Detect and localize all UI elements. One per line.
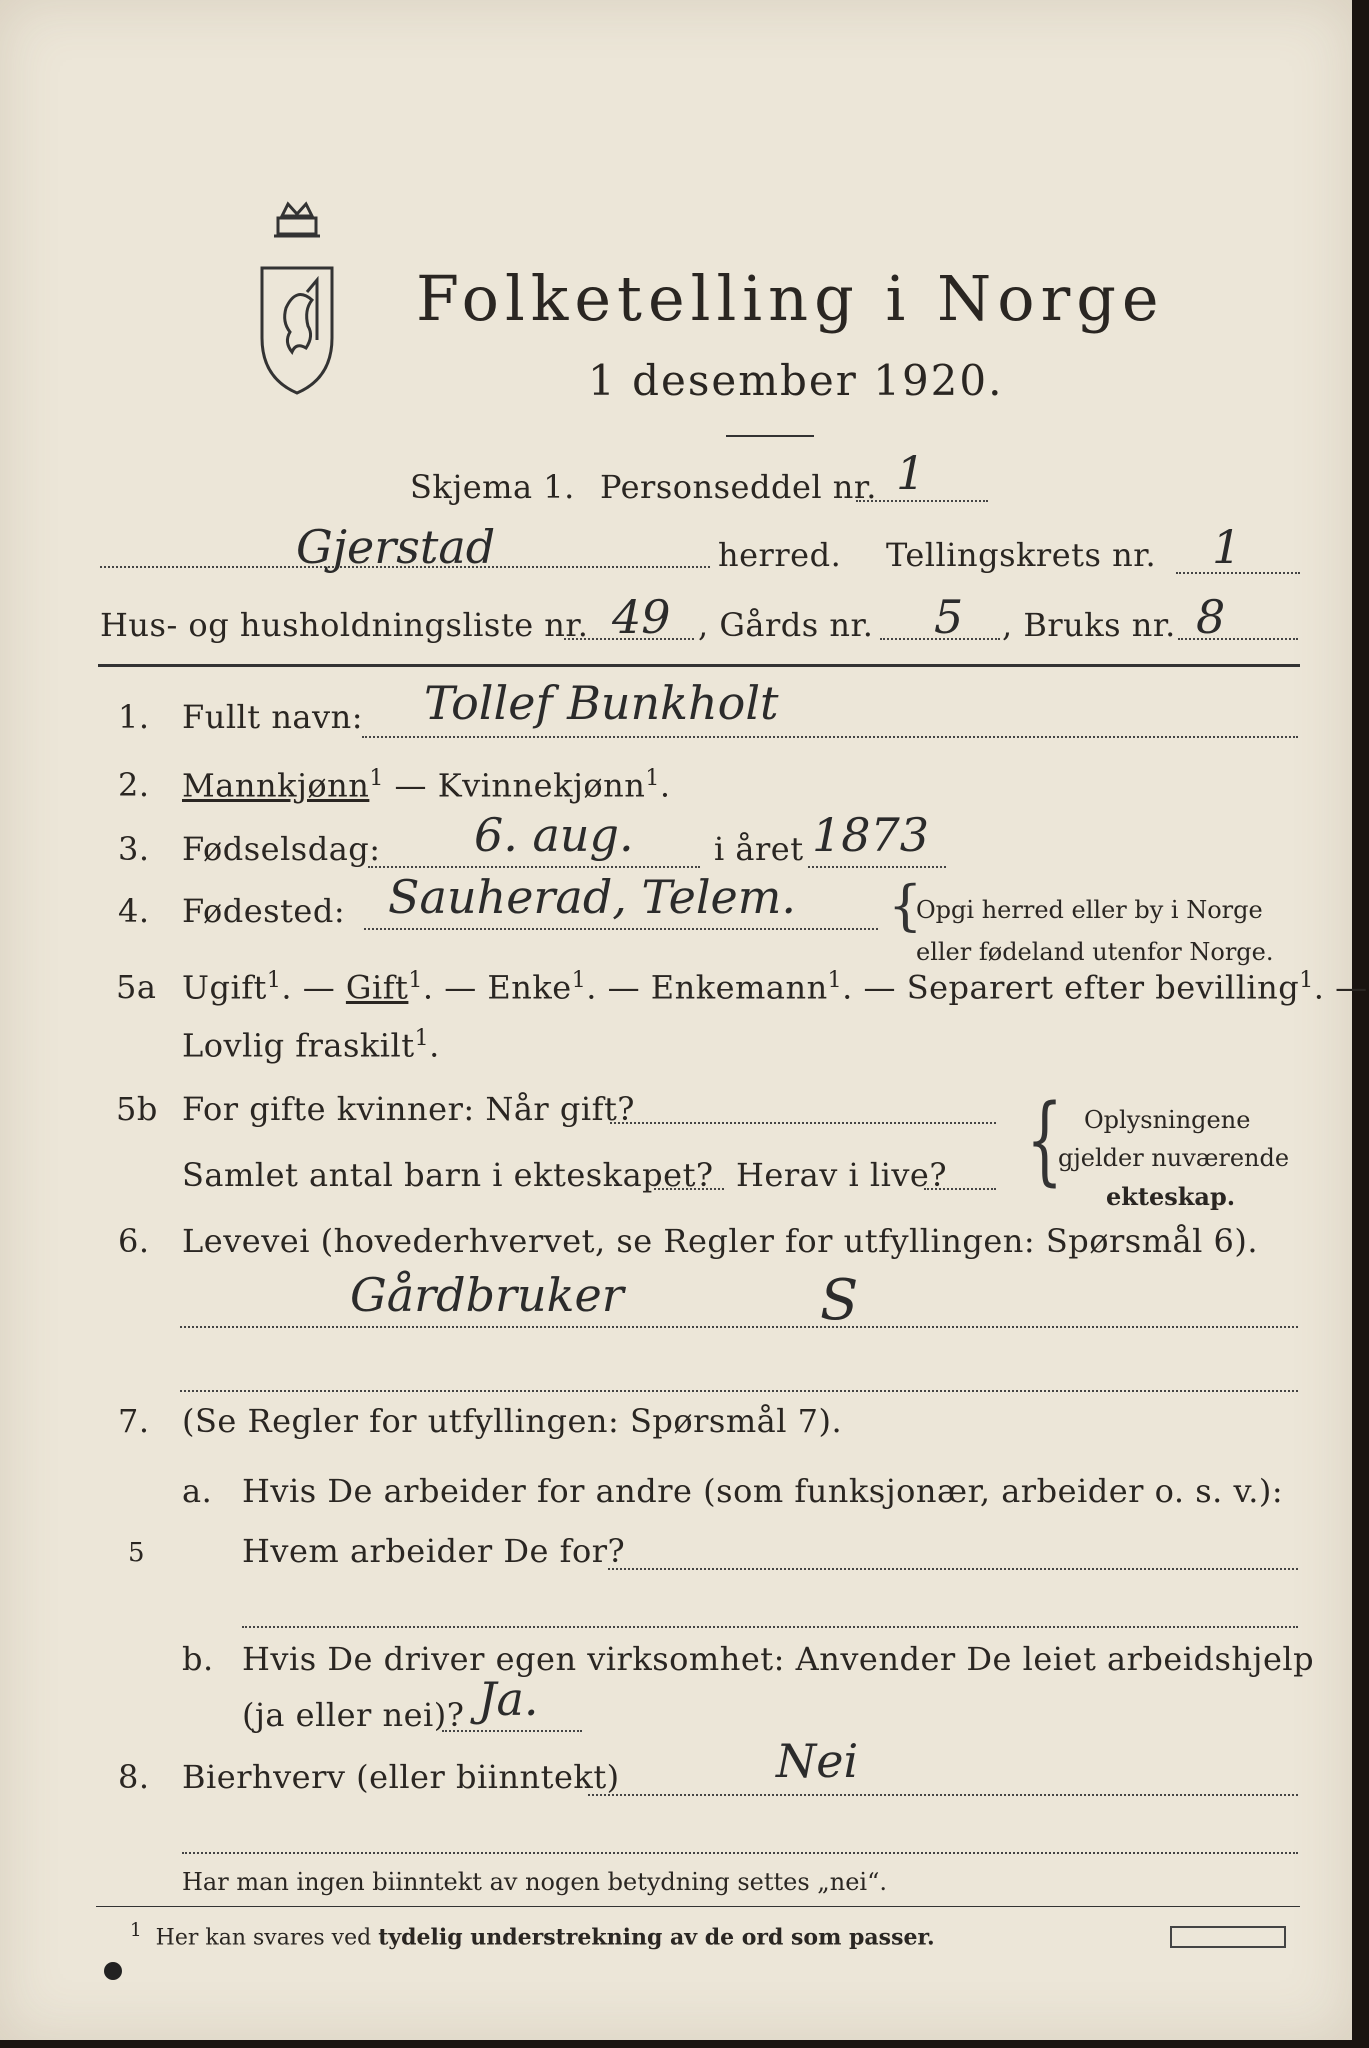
q1-label: Fullt navn: — [182, 698, 363, 736]
q2-number: 2. — [118, 766, 150, 804]
tellingskrets-label: Tellingskrets nr. — [886, 536, 1157, 574]
herred-label: herred. — [718, 536, 842, 574]
hus-label: Hus- og husholdningsliste nr. — [100, 606, 589, 644]
q7a-text1: Hvis De arbeider for andre (som funksjonær, arbeider o. s. v.): — [242, 1472, 1284, 1510]
q5b-note-line1: Oplysningene — [1084, 1106, 1251, 1134]
ink-dot — [104, 1962, 122, 1980]
tellingskrets-value: 1 — [1212, 520, 1242, 574]
herred-value: Gjerstad — [296, 520, 496, 574]
q4-note-line1: Opgi herred eller by i Norge — [916, 896, 1263, 924]
q7b-letter: b. — [182, 1640, 214, 1678]
q5b-number: 5b — [116, 1090, 158, 1128]
q3-year-label: i året — [714, 830, 804, 868]
q2-options: Mannkjønn$^1$ — Kvinnekjønn$^1$. — [182, 766, 671, 805]
printer-stamp — [1170, 1926, 1286, 1948]
q5a-gift-underlined: Gift — [345, 968, 409, 1007]
gards-value: 5 — [934, 590, 964, 644]
q3-birthday-value: 6. aug. — [474, 808, 634, 862]
q7-label: (Se Regler for utfyllingen: Spørsmål 7). — [182, 1402, 843, 1440]
q5a-options-line2: Lovlig fraskilt$^1$. — [182, 1026, 440, 1065]
q8-number: 8. — [118, 1758, 150, 1796]
q8-label: Bierhverv (eller biinntekt) — [182, 1758, 620, 1796]
footer-divider — [96, 1906, 1300, 1907]
gards-label: , Gårds nr. — [698, 606, 874, 644]
q7a-letter: a. — [182, 1472, 213, 1510]
q3-number: 3. — [118, 830, 150, 868]
hus-value: 49 — [612, 590, 671, 644]
q7b-value: Ja. — [478, 1672, 539, 1726]
q3-year-value: 1873 — [812, 808, 930, 862]
form-date: 1 desember 1920. — [588, 356, 1004, 405]
q1-number: 1. — [118, 698, 150, 736]
q5a-options-line1: Ugift$^1$. — Gift$^1$. — Enke$^1$. — Enkemann$^1$. — Separert efter bevilling$^1$. — — [182, 968, 1368, 1007]
q7b-text2: (ja eller nei)? — [242, 1696, 465, 1734]
q4-birthplace-value: Sauherad, Telem. — [388, 870, 797, 924]
bruks-label: , Bruks nr. — [1002, 606, 1176, 644]
margin-mark: 5 — [128, 1538, 146, 1568]
q7-number: 7. — [118, 1402, 150, 1440]
q8-value: Nei — [776, 1734, 859, 1788]
form-title: Folketelling i Norge — [416, 262, 1165, 335]
skjema-label: Skjema 1. — [410, 468, 575, 506]
personseddel-label: Personseddel nr. — [600, 468, 877, 506]
q7b-text1: Hvis De driver egen virksomhet: Anvender De leiet arbeidshjelp — [242, 1640, 1315, 1678]
census-form-page: Folketelling i Norge 1 desember 1920. Skjema 1. Personseddel nr. 1 Gjerstad herred. Tellingskrets nr. 1 Hus- og husholdningsliste nr. 49 , Gårds nr. 5 , Bruks nr. 8 1. Fullt navn: Tollef Bunkholt 2. Mannkjønn$^1$ — Kvinnekjønn$^1$. 3. Fødselsdag: 6. aug. i året 1873 4. Fødested: Sauherad, Telem. { Opgi herred eller by i Norge eller fødeland utenfor Norge. 5a Ugift$^1$. — Gift$^1$. — Enke$^1$. — Enkemann$^1$. — Separert efter bevilling$^1$. — Lovlig fraskilt$^1$. 5b For gifte kvinner: Når gift? Samlet antal barn i ekteskapet? Herav i live? { Oplysningene gjelder nuværende ekteskap. 6. Levevei (hovederhvervet, se Regler for utfyllingen: Spørsmål 6). Gårdbruker S 7. (Se Regler for utfyllingen: Spørsmål 7). a. Hvis De arbeider for andre (som funksjonær, arbeider o. s. v.): Hvem arbeider De for? b. Hvis De driver egen virksomhet: Anvender De leiet arbeidshjelp (ja eller nei)? Ja. 8. Bierhverv (eller biinntekt) Nei Har man ingen biinntekt av nogen betydning settes „nei“. $^1$ Her kan svares ved tydelig understrekning av de ord som passer. 5 — [0, 0, 1352, 2040]
q6-mark: S — [820, 1268, 859, 1333]
bruks-value: 8 — [1196, 590, 1226, 644]
header-divider — [98, 664, 1300, 667]
q6-number: 6. — [118, 1222, 150, 1260]
q4-note-line2: eller fødeland utenfor Norge. — [916, 938, 1274, 966]
q5b-note-line2: gjelder nuværende — [1058, 1144, 1290, 1172]
q1-value-full-name: Tollef Bunkholt — [424, 676, 779, 730]
title-divider — [726, 435, 814, 437]
q3-label: Fødselsdag: — [182, 830, 381, 868]
footer-note: Har man ingen biinntekt av nogen betydning settes „nei“. — [182, 1868, 887, 1896]
q2-mannkjonn: Mannkjønn — [182, 766, 370, 805]
q7a-text2: Hvem arbeider De for? — [242, 1532, 626, 1570]
q6-occupation-value: Gårdbruker — [350, 1268, 624, 1322]
q5a-number: 5a — [116, 968, 157, 1006]
q4-label: Fødested: — [182, 892, 346, 930]
personseddel-value: 1 — [896, 446, 926, 500]
q6-label: Levevei (hovederhvervet, se Regler for utfyllingen: Spørsmål 6). — [182, 1222, 1259, 1260]
footnote: $^1$ Her kan svares ved tydelig understrekning av de ord som passer. — [130, 1920, 935, 1951]
q4-number: 4. — [118, 892, 150, 930]
q5b-label-married: For gifte kvinner: Når gift? — [182, 1090, 635, 1128]
coat-of-arms-icon — [252, 196, 342, 396]
q5b-label-children: Samlet antal barn i ekteskapet? — [182, 1156, 714, 1194]
q5b-note-line3: ekteskap. — [1106, 1182, 1236, 1211]
q2-kvinnekjonn: Kvinnekjønn — [437, 766, 646, 805]
q5b-label-alive: Herav i live? — [736, 1156, 948, 1194]
